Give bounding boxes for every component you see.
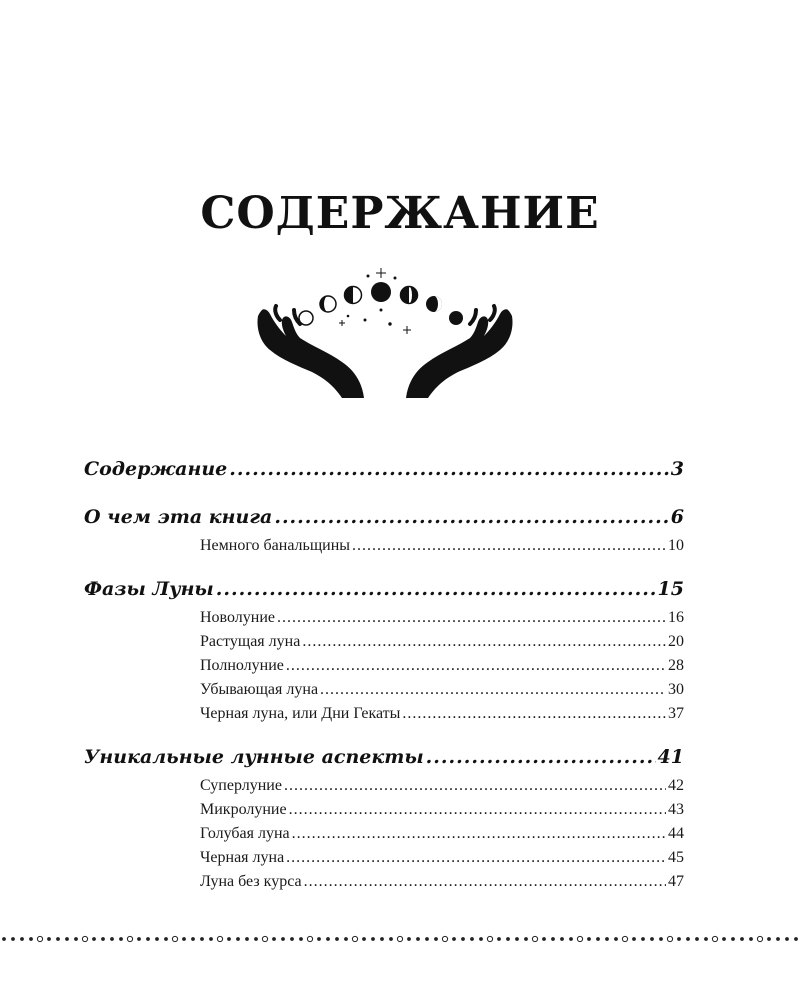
toc-entry-label: Растущая луна xyxy=(200,633,301,650)
toc-entry-label: Немного банальщины xyxy=(200,537,351,554)
footer-dot xyxy=(597,938,600,941)
footer-dot xyxy=(768,938,771,941)
footer-dot xyxy=(262,936,267,941)
dot-leader xyxy=(229,452,669,486)
footer-dot xyxy=(660,938,663,941)
footer-dot xyxy=(687,938,690,941)
footer-dot xyxy=(120,938,123,941)
toc-page-number: 30 xyxy=(668,681,684,698)
footer-dot xyxy=(37,936,42,941)
dot-leader xyxy=(304,870,666,894)
dot-leader xyxy=(320,678,666,702)
footer-dot xyxy=(570,938,573,941)
toc-page-number: 42 xyxy=(668,777,684,794)
footer-dot xyxy=(66,938,69,941)
toc-entry-main[interactable] xyxy=(84,740,684,774)
toc-entry-label: Новолуние xyxy=(200,609,275,626)
footer-dot xyxy=(172,936,177,941)
footer-dot xyxy=(696,938,699,941)
toc-entry-sub[interactable] xyxy=(200,846,684,870)
toc-page-number: 16 xyxy=(668,609,684,626)
dot-leader xyxy=(289,798,666,822)
footer-dot xyxy=(246,938,249,941)
toc-entry-label: О чем эта книга xyxy=(84,506,273,528)
footer-dot xyxy=(453,938,456,941)
dot-leader xyxy=(277,606,666,630)
toc-page-number: 3 xyxy=(670,458,684,480)
footer-dot xyxy=(273,938,276,941)
toc-section xyxy=(84,452,684,486)
footer-dot xyxy=(363,938,366,941)
footer-dot xyxy=(111,938,114,941)
footer-dot xyxy=(307,936,312,941)
footer-dot xyxy=(678,938,681,941)
footer-dot xyxy=(543,938,546,941)
dot-leader xyxy=(284,774,666,798)
dot-leader xyxy=(302,630,666,654)
toc-entry-label: Черная луна, или Дни Гекаты xyxy=(200,705,401,722)
footer-dot xyxy=(786,938,789,941)
footer-dot xyxy=(165,938,168,941)
footer-dot xyxy=(552,938,555,941)
toc-entry-label: Полнолуние xyxy=(200,657,284,674)
toc-entry-sub[interactable] xyxy=(200,654,684,678)
footer-dot xyxy=(525,938,528,941)
footer-dot xyxy=(723,938,726,941)
footer-dot xyxy=(372,938,375,941)
toc-entry-sub[interactable] xyxy=(200,870,684,894)
footer-dot xyxy=(12,938,15,941)
footer-dot xyxy=(606,938,609,941)
footer-dot xyxy=(462,938,465,941)
footer-dot xyxy=(21,938,24,941)
footer-dot xyxy=(138,938,141,941)
dot-leader xyxy=(216,572,656,606)
dot-leader xyxy=(286,654,666,678)
footer-dot xyxy=(498,938,501,941)
footer-dot xyxy=(705,938,708,941)
footer-dot xyxy=(82,936,87,941)
footer-dot xyxy=(381,938,384,941)
footer-dot xyxy=(57,938,60,941)
page-title: СОДЕРЖАНИЕ xyxy=(200,188,600,239)
dot-leader xyxy=(274,500,668,534)
toc-entry-label: Суперлуние xyxy=(200,777,282,794)
footer-dot xyxy=(228,938,231,941)
toc-page-number: 10 xyxy=(668,537,684,554)
footer-dot xyxy=(795,938,798,941)
footer-dot xyxy=(255,938,258,941)
toc-entry-main[interactable] xyxy=(84,572,684,606)
toc-entry-sub[interactable] xyxy=(200,774,684,798)
footer-dot xyxy=(192,938,195,941)
footer-dot xyxy=(93,938,96,941)
toc-section xyxy=(84,500,684,558)
footer-dot xyxy=(750,938,753,941)
footer-dot xyxy=(397,936,402,941)
toc-page-number: 28 xyxy=(668,657,684,674)
toc-page-number: 47 xyxy=(668,873,684,890)
dot-leader xyxy=(286,846,666,870)
footer-dot xyxy=(417,938,420,941)
footer-dot xyxy=(615,938,618,941)
footer-dot xyxy=(577,936,582,941)
footer-dot xyxy=(487,936,492,941)
footer-dot xyxy=(210,938,213,941)
toc-entry-sub[interactable] xyxy=(200,702,684,726)
dot-leader xyxy=(352,534,666,558)
footer-dot xyxy=(3,938,6,941)
toc-entry-sub[interactable] xyxy=(200,630,684,654)
dot-leader xyxy=(426,740,656,774)
footer-dot xyxy=(408,938,411,941)
toc-entry-label: Черная луна xyxy=(200,849,285,866)
footer-dot-border xyxy=(0,934,800,944)
footer-dot xyxy=(352,936,357,941)
footer-dot xyxy=(642,938,645,941)
footer-dot xyxy=(507,938,510,941)
footer-dot xyxy=(345,938,348,941)
footer-dot xyxy=(217,936,222,941)
footer-dot xyxy=(435,938,438,941)
toc-entry-label: Убывающая луна xyxy=(200,681,319,698)
dot-leader xyxy=(292,822,666,846)
toc-page-number: 37 xyxy=(668,705,684,722)
toc-page-number: 15 xyxy=(657,578,684,600)
footer-dot xyxy=(390,938,393,941)
toc-entry-main[interactable] xyxy=(84,452,684,486)
toc-page-number: 44 xyxy=(668,825,684,842)
hands-moon-phases-icon xyxy=(250,258,520,403)
footer-dot xyxy=(201,938,204,941)
toc-entry-sub[interactable] xyxy=(200,534,684,558)
toc-entry-label: Уникальные лунные аспекты xyxy=(84,746,424,768)
footer-dot xyxy=(300,938,303,941)
footer-dot xyxy=(147,938,150,941)
footer-dot xyxy=(532,936,537,941)
footer-dot xyxy=(442,936,447,941)
footer-dot xyxy=(48,938,51,941)
toc-entry-sub[interactable] xyxy=(200,822,684,846)
footer-dot xyxy=(561,938,564,941)
footer-dot xyxy=(327,938,330,941)
toc-entry-label: Голубая луна xyxy=(200,825,290,842)
footer-dot xyxy=(516,938,519,941)
footer-dot xyxy=(237,938,240,941)
footer-dot xyxy=(651,938,654,941)
footer-dot xyxy=(102,938,105,941)
footer-dot xyxy=(588,938,591,941)
toc-page-number: 20 xyxy=(668,633,684,650)
dot-leader xyxy=(402,702,666,726)
footer-dot xyxy=(183,938,186,941)
toc-entry-sub[interactable] xyxy=(200,798,684,822)
footer-dot xyxy=(291,938,294,941)
toc-entry-label: Фазы Луны xyxy=(84,578,214,600)
toc-entry-main[interactable] xyxy=(84,500,684,534)
toc-page-number: 45 xyxy=(668,849,684,866)
toc-entry-label: Микролуние xyxy=(200,801,287,818)
toc-entry-label: Луна без курса xyxy=(200,873,302,890)
footer-dot xyxy=(741,938,744,941)
toc-page-number: 43 xyxy=(668,801,684,818)
footer-dot xyxy=(318,938,321,941)
footer-dot xyxy=(127,936,132,941)
toc-section xyxy=(84,572,684,726)
footer-dot xyxy=(622,936,627,941)
footer-dot xyxy=(30,938,33,941)
footer-dot xyxy=(75,938,78,941)
table-of-contents xyxy=(84,452,684,908)
footer-dot xyxy=(471,938,474,941)
footer-dot xyxy=(426,938,429,941)
toc-page-number: 6 xyxy=(670,506,684,528)
footer-dot xyxy=(667,936,672,941)
toc-entry-label: Содержание xyxy=(84,458,228,480)
footer-dot xyxy=(156,938,159,941)
footer-dot xyxy=(732,938,735,941)
footer-dot xyxy=(777,938,780,941)
toc-page-number: 41 xyxy=(657,746,684,768)
footer-dot xyxy=(480,938,483,941)
toc-entry-sub[interactable] xyxy=(200,606,684,630)
footer-dot xyxy=(757,936,762,941)
footer-dot xyxy=(712,936,717,941)
footer-dot xyxy=(282,938,285,941)
toc-section xyxy=(84,740,684,894)
toc-entry-sub[interactable] xyxy=(200,678,684,702)
footer-dot xyxy=(336,938,339,941)
footer-dot xyxy=(633,938,636,941)
